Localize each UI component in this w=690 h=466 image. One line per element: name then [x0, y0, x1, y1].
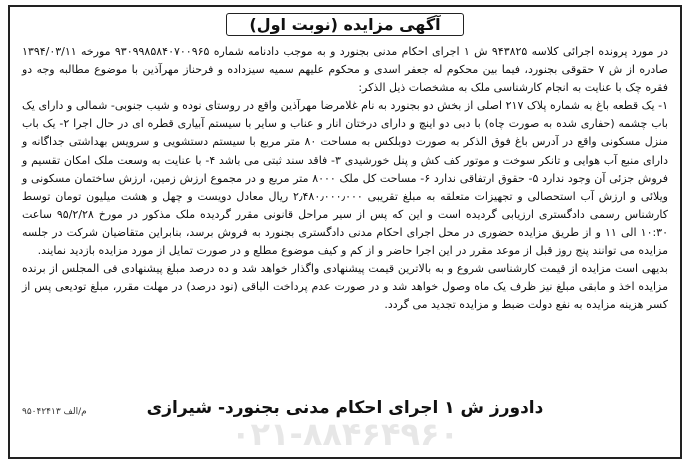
- reference-number: م/الف ۹۵۰۴۲۴۱۳: [22, 407, 87, 417]
- notice-title: آگهی مزایده (نوبت اول): [226, 13, 463, 36]
- notice-body: [22, 43, 668, 314]
- paragraph-property: ۱- یک قطعه باغ به شماره پلاک ۲۱۷ اصلی از بخش دو بجنورد به نام غلامرضا مهرآذین واقع در روستای نوده و شیب جنوبی- شمالی و دارای یک باب چشمه (حفاری شده به صورت چاه) با دبی دو اینچ و دارای درختان انار و عناب و سایر با سیستم آبیاری قطره ای در حال اجرا ۲- یک باب منزل مسکونی واقع در آدرس باغ فوق الذکر به صورت دوبلکس به مساحت ۸۰ متر مربع با سیستم دستشویی و سرویس بهداشتی جداگانه و دارای منبع آب هوایی و تانکر سوخت و موتور کف کش و پنل خورشیدی ۳- فاقد سند ثبتی می باشد ۴- با عنایت به وسعت ملک امکان تقسیم و فروش جزئی آن وجود ندارد ۵- حقوق ارتفاقی ندارد ۶- مساحت کل ملک ۸۰۰۰ متر مربع و در مجموع ارزش زمین، ارزش ساختمان مسکونی و ویلائی و ارزش آب استحصالی و تجهیزات متعلقه به مبلغ تقریبی ۲٫۴۸۰٫۰۰۰٫۰۰۰ ریال معادل دویست و چهل و هشت میلیون تومان توسط کارشناس رسمی دادگستری ارزیابی گردیده است و این که پس از سیر مراحل قانونی مقرر گردیده ملک مذکور در مورخ ۹۵/۲/۲۸ ساعت ۱۰:۳۰ الی ۱۱ و از طریق مزایده حضوری در محل اجرای احکام مدنی دادگستری بجنورد به فروش برسد، بنابراین متقاضیان شرکت در جلسه مزایده می توانند پنج روز قبل از موعد مقرر در این اجرا حاضر و از کم و کیف موضوع مطلع و در صورت تمایل از مورد مزایده بازدید نمایند.: [22, 99, 669, 258]
- paragraph-terms: بدیهی است مزایده از قیمت کارشناسی شروع و به بالاترین قیمت پیشنهادی واگذار خواهد شد و ده درصد مبلغ پیشنهادی فی المجلس از برنده مزایده اخذ و مابقی مبلغ نیز ظرف یک ماه وصول خواهد شد و در صورت عدم پرداخت الباقی (نود درصد) در مهلت مقرر، مبلغ تودیعی پس از کسر هزینه مزایده به نفع دولت ضبط و مزایده تجدید می گردد.: [22, 262, 668, 312]
- title-wrap: [10, 13, 680, 36]
- paragraph-intro: در مورد پرونده اجرائی کلاسه ۹۴۳۸۲۵ ش ۱ اجرای احکام مدنی بجنورد و به موجب دادنامه شماره ۹۳۰۹۹۸۵۸۴۰۷۰۰۹۶۵ مورخه ۱۳۹۴/۰۳/۱۱ صادره از ش ۷ حقوقی بجنورد، فیما بین محکوم له جعفر اسدی و محکوم علیهم سمیه سیزداده و فرحناز مهرآذین با موضوع مطالبه وجه دو فقره چک با عنایت به انجام کارشناسی ملک به مشخصات ذیل الذکر:: [22, 45, 669, 95]
- phone-watermark: ۰۲۱-۸۸۴۶۴۹۶۰: [230, 415, 460, 453]
- auction-notice: [8, 5, 682, 459]
- signature: دادورز ش ۱ اجرای احکام مدنی بجنورد- شیرازی: [146, 398, 544, 418]
